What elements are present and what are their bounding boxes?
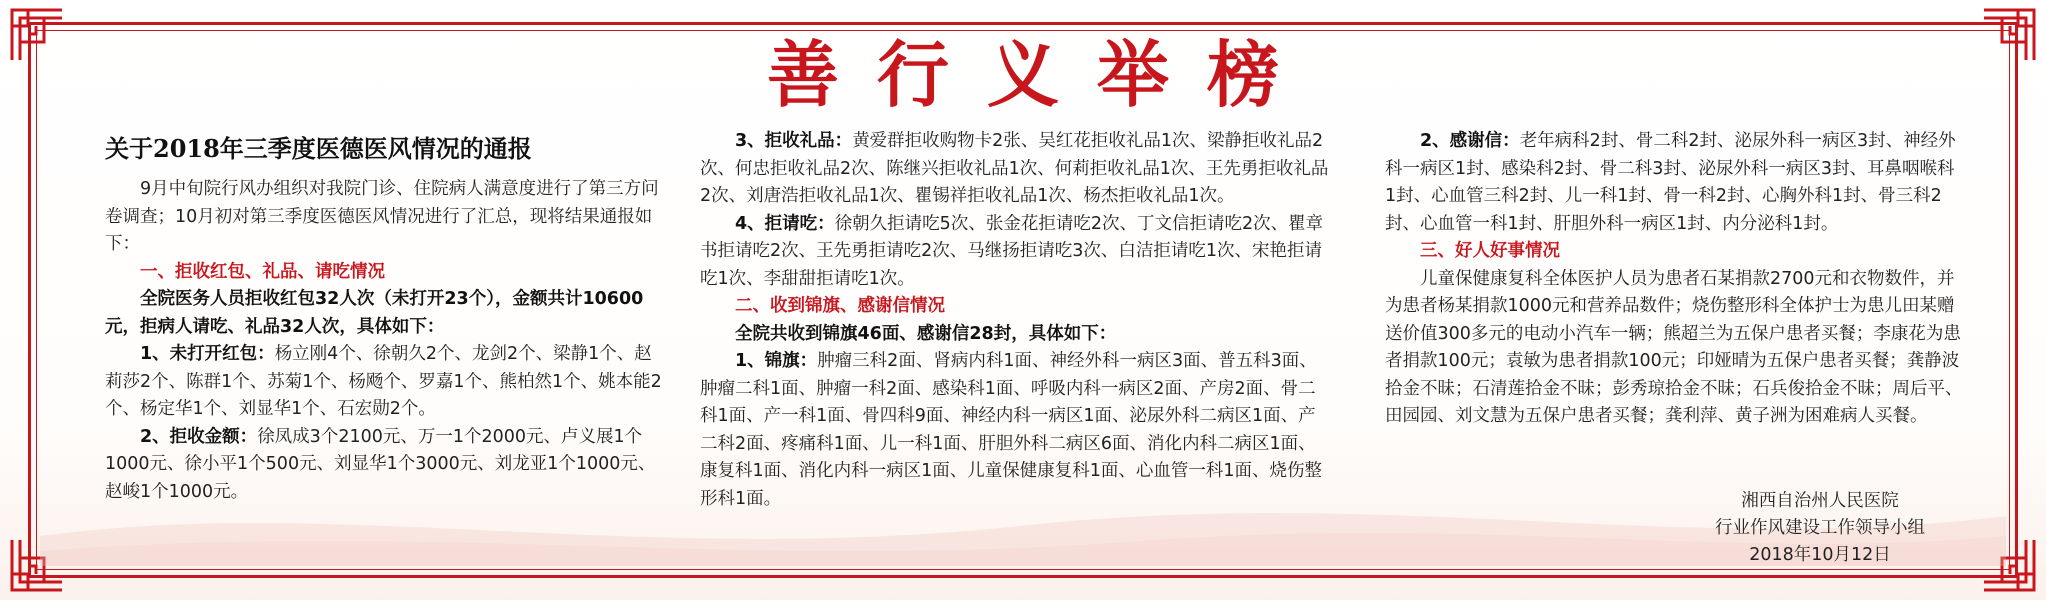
notice-intro: 9月中旬院行风办组织对我院门诊、住院病人满意度进行了第三方问卷调查；10月初对第三季度医德医风情况进行了汇总，现将结果通报如下： (105, 179, 659, 254)
item-label: 3、拒收礼品： (735, 131, 853, 151)
section3-text: 儿童保健康复科全体医护人员为患者石某捐款2700元和衣物数件，并为患者杨某捐款1000元和营养品数件；烧伤整形科全体护士为患儿田某赠送价值300多元的电动小汽车一辆；熊超兰为五保户患者买餐；李康花为患者捐款100元；袁敏为患者捐款100元；印娅晴为五保户患者买餐；龚静波拾金不昧；石清莲拾金不昧；彭秀琼拾金不昧；石兵俊拾金不昧；周后平、田园园、刘文慧为五保户患者买餐；龚利萍、黄子洲为困难病人买餐。 (1385, 268, 1963, 426)
item-text: 徐凤成3个2100元、万一1个2000元、卢义展1个1000元、徐小平1个500元、刘显华1个3000元、刘龙亚1个1000元、赵峻1个1000元。 (105, 426, 656, 502)
section1-heading: 一、拒收红包、礼品、请吃情况 (140, 261, 385, 282)
column-3 (1385, 128, 1965, 431)
item-label: 2、感谢信： (1420, 131, 1520, 151)
item-text: 杨立刚4个、徐朝久2个、龙剑2个、梁静1个、赵莉莎2个、陈群1个、苏菊1个、杨飏个、罗嘉1个、熊柏然1个、姚本能2个、杨定华1个、刘显华1个、石宏勋2个。 (105, 344, 662, 419)
column-2 (700, 128, 1330, 513)
section3-heading: 三、好人好事情况 (1420, 241, 1560, 261)
item-text: 老年病科2封、骨二科2封、泌尿外科一病区3封、神经外科一病区1封、感染科2封、骨二科3封、泌尿外科一病区3封、耳鼻咽喉科1封、心血管三科2封、儿一科1封、骨一科2封、心胸外科1封、骨三科2封、心血管一科1封、肝胆外科一病区1封、内分泌科1封。 (1385, 131, 1956, 234)
item-label: 2、拒收金额： (140, 426, 258, 447)
item-label: 4、拒请吃： (735, 213, 835, 234)
signature-date: 2018年10月12日 (1749, 545, 1891, 565)
item-label: 1、未打开红包： (140, 344, 275, 364)
section1-item3 (700, 128, 1330, 211)
section2-item1 (700, 348, 1330, 513)
section2-item2 (1385, 128, 1965, 238)
signature-org: 湘西自治州人民医院 (1741, 491, 1899, 511)
corner-ornament-icon (1980, 536, 2038, 594)
section1-item1 (105, 341, 665, 424)
item-label: 1、锦旗： (735, 351, 818, 371)
section1-summary: 全院医务人员拒收红包32人次（未打开23个），金额共计10600元，拒病人请吃、礼品32人次，具体如下： (105, 289, 644, 337)
column-1 (105, 132, 665, 506)
section2-summary: 全院共收到锦旗46面、感谢信28封，具体如下： (735, 323, 1117, 344)
item-text: 黄爱群拒收购物卡2张、吴红花拒收礼品1次、梁静拒收礼品2次、何忠拒收礼品2次、陈继兴拒收礼品1次、何莉拒收礼品1次、王先勇拒收礼品2次、刘唐浩拒收礼品1次、瞿锡祥拒收礼品1次、杨杰拒收礼品1次。 (700, 131, 1329, 206)
signature-group: 行业作风建设工作领导小组 (1715, 518, 1925, 538)
board-title: 善行义举榜 (766, 32, 1317, 117)
section1-item4 (700, 211, 1330, 294)
item-text: 徐朝久拒请吃5次、张金花拒请吃2次、丁文信拒请吃2次、瞿章书拒请吃2次、王先勇拒请吃2次、马继扬拒请吃3次、白洁拒请吃1次、宋艳拒请吃1次、李甜甜拒请吃1次。 (700, 213, 1324, 289)
notice-heading: 关于2018年三季度医德医风情况的通报 (105, 134, 532, 163)
section2-heading: 二、收到锦旗、感谢信情况 (735, 296, 945, 316)
section1-item2 (105, 424, 665, 507)
corner-ornament-icon (8, 536, 66, 594)
signature-block (1690, 488, 1950, 569)
item-text: 肿瘤三科2面、肾病内科1面、神经外科一病区3面、普五科3面、肿瘤二科1面、肿瘤一科2面、感染科1面、呼吸内科一病区2面、产房2面、骨二科1面、产一科1面、骨四科9面、神经内科一病区1面、泌尿外科二病区1面、产二科2面、疼痛科1面、儿一科1面、肝胆外科二病区6面、消化内科二病区1面、康复科1面、消化内科一病区1面、儿童保健康复科1面、心血管一科1面、烧伤整形科1面。 (700, 351, 1323, 509)
